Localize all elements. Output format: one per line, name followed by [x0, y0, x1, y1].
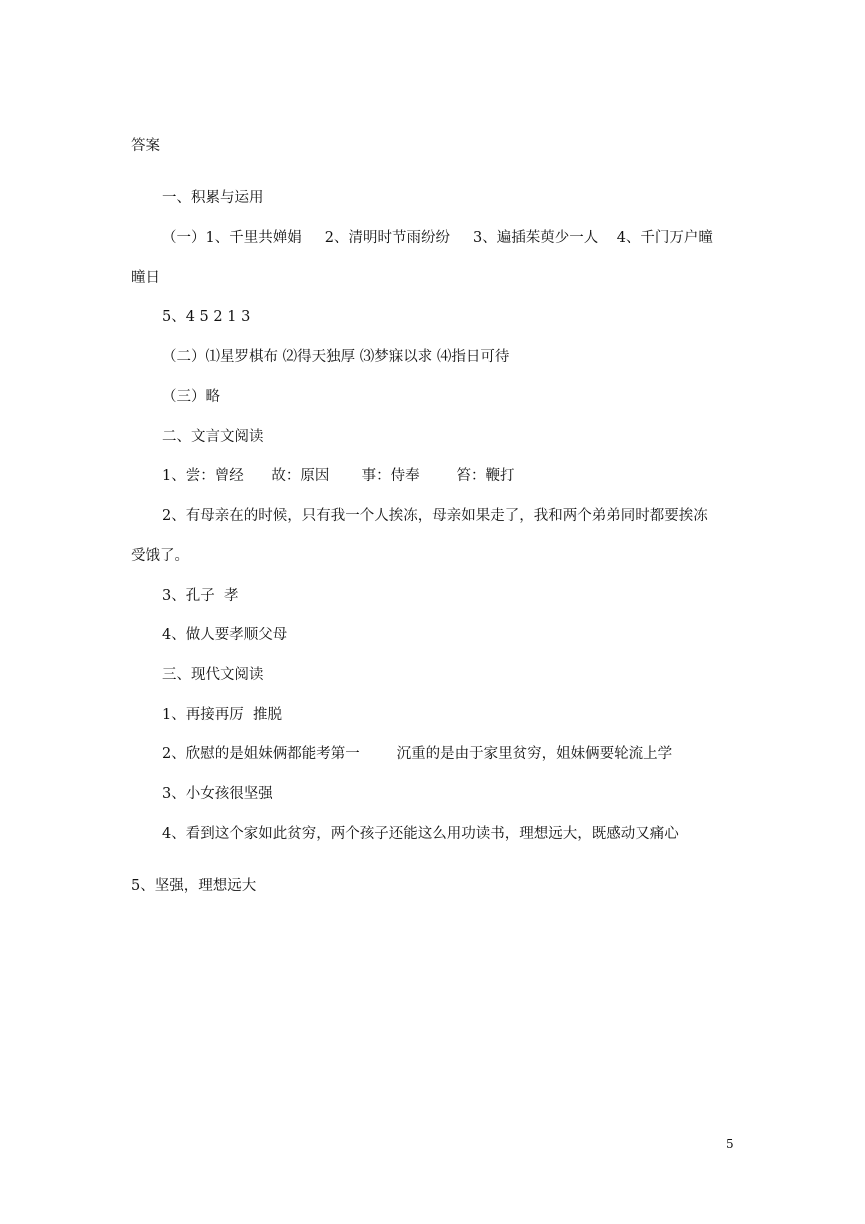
- answer-line: 4、看到这个家如此贫穷，两个孩子还能这么用功读书，理想远大，既感动又痛心: [162, 826, 679, 842]
- answer-line-continued: 受饿了。: [131, 548, 189, 564]
- answer-line: 2、有母亲在的时候，只有我一个人挨冻，母亲如果走了，我和两个弟弟同时都要挨冻: [162, 508, 708, 524]
- answer-line: 3、小女孩很坚强: [162, 786, 273, 802]
- answer-line: 4、做人要孝顺父母: [162, 627, 288, 643]
- answer-line: 3、孔子 孝: [162, 588, 239, 604]
- answer-title: 答案: [131, 138, 160, 154]
- answer-line: （一）1、千里共婵娟 2、清明时节雨纷纷 3、遍插茱萸少一人 4、千门万户曈: [162, 230, 713, 246]
- answer-line: 1、再接再厉 推脱: [162, 707, 282, 723]
- answer-line-continued: 曈日: [131, 270, 160, 286]
- answer-line: 5、4 5 2 1 3: [162, 309, 251, 325]
- answer-line: 5、坚强，理想远大: [131, 878, 257, 894]
- answer-line: 1、尝：曾经 故：原因 事：侍奉 笞：鞭打: [162, 468, 515, 484]
- page-number: 5: [726, 1137, 734, 1151]
- answer-line: 2、欣慰的是姐妹俩都能考第一 沉重的是由于家里贫穷，姐妹俩要轮流上学: [162, 746, 673, 762]
- section-heading-2: 二、文言文阅读: [162, 429, 264, 445]
- answer-line: （二）⑴星罗棋布 ⑵得天独厚 ⑶梦寐以求 ⑷指日可待: [162, 349, 510, 365]
- section-heading-3: 三、现代文阅读: [162, 667, 264, 683]
- answer-line: （三）略: [162, 389, 220, 405]
- section-heading-1: 一、积累与运用: [162, 190, 264, 206]
